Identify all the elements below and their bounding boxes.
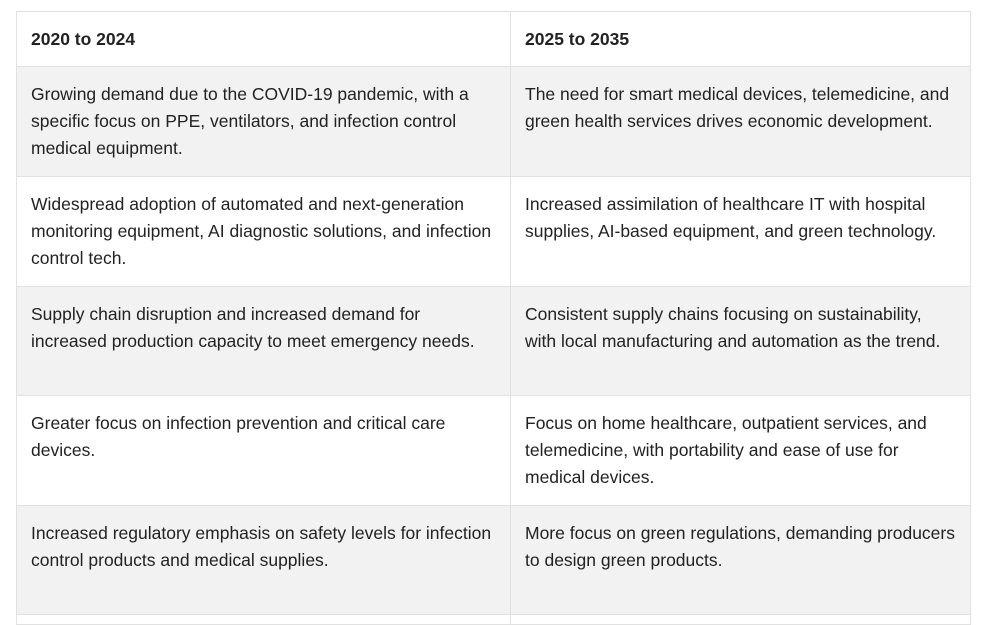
table-cell: Increased assimilation of healthcare IT with hospital supplies, AI-based equipment, and green technology.: [511, 177, 971, 287]
table-cell: Supply chain disruption and increased demand for increased production capacity to meet emergency needs.: [17, 287, 511, 396]
comparison-table-container: [16, 11, 970, 625]
table-row-cutoff: [17, 615, 971, 625]
table-cell: Focus on home healthcare, outpatient services, and telemedicine, with portability and ease of use for medical devices.: [511, 396, 971, 506]
table-row: [17, 287, 971, 396]
table-header-row: [17, 12, 971, 67]
table-row: [17, 67, 971, 177]
table-cell: Increased regulatory emphasis on safety levels for infection control products and medical supplies.: [17, 506, 511, 615]
table-cell: Greater focus on infection prevention and critical care devices.: [17, 396, 511, 506]
table-cell: The need for smart medical devices, telemedicine, and green health services drives economic development.: [511, 67, 971, 177]
table-cell: Growing demand due to the COVID-19 pandemic, with a specific focus on PPE, ventilators, and infection control medical equipment.: [17, 67, 511, 177]
table-cell: Consistent supply chains focusing on sustainability, with local manufacturing and automation as the trend.: [511, 287, 971, 396]
table-cell: More focus on green regulations, demanding producers to design green products.: [511, 506, 971, 615]
header-period-2025-2035: 2025 to 2035: [511, 12, 971, 67]
table-cell: Widespread adoption of automated and next-generation monitoring equipment, AI diagnostic solutions, and infection control tech.: [17, 177, 511, 287]
comparison-table: [16, 11, 971, 625]
header-period-2020-2024: 2020 to 2024: [17, 12, 511, 67]
table-row: [17, 177, 971, 287]
table-cell-empty: [511, 615, 971, 625]
table-row: [17, 396, 971, 506]
table-row: [17, 506, 971, 615]
table-cell-empty: [17, 615, 511, 625]
